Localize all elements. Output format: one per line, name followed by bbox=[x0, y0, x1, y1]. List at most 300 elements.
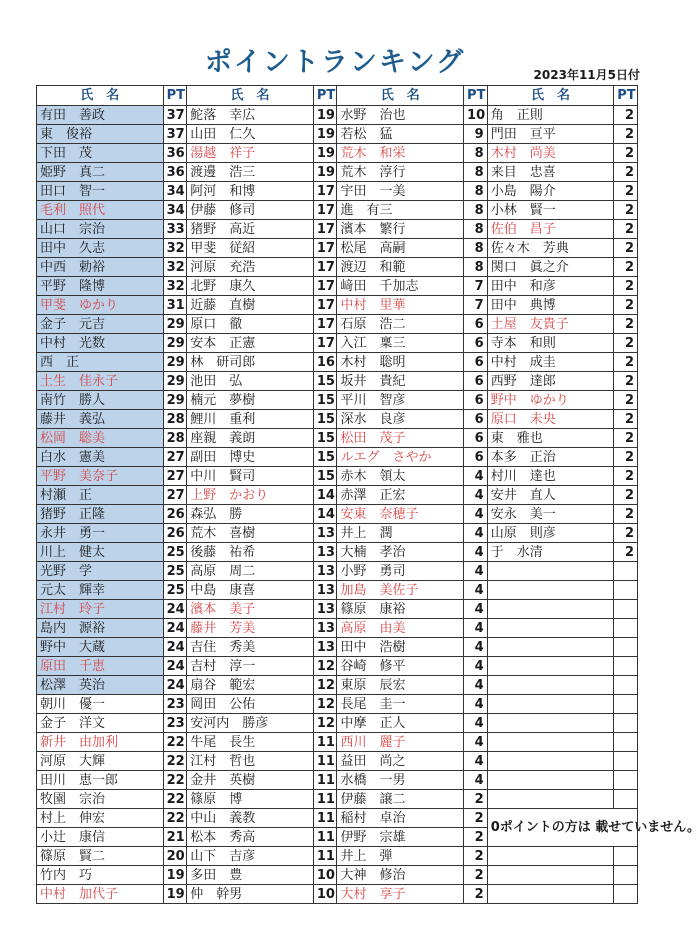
member-points: 2 bbox=[464, 790, 488, 809]
member-name: 西川 麗子 bbox=[337, 733, 464, 752]
member-name: 加島 美佐子 bbox=[337, 581, 464, 600]
member-name: 多田 豊 bbox=[187, 866, 314, 885]
member-name: 金子 元吉 bbox=[37, 315, 164, 334]
member-name: 田口 智一 bbox=[37, 182, 164, 201]
empty-cell bbox=[487, 619, 614, 638]
member-points: 2 bbox=[614, 372, 638, 391]
member-points: 14 bbox=[313, 505, 337, 524]
table-row bbox=[37, 866, 638, 885]
member-name: 有田 善政 bbox=[37, 106, 164, 125]
table-row bbox=[37, 315, 638, 334]
member-points: 17 bbox=[313, 334, 337, 353]
member-points: 2 bbox=[614, 315, 638, 334]
member-points: 13 bbox=[313, 638, 337, 657]
member-name: 大楠 孝治 bbox=[337, 543, 464, 562]
member-points: 17 bbox=[313, 220, 337, 239]
member-points: 17 bbox=[313, 239, 337, 258]
member-points: 4 bbox=[464, 486, 488, 505]
empty-cell bbox=[487, 733, 614, 752]
member-points: 13 bbox=[313, 562, 337, 581]
member-points: 17 bbox=[313, 296, 337, 315]
member-points: 29 bbox=[163, 353, 187, 372]
member-points: 2 bbox=[464, 866, 488, 885]
member-name: 中山 義教 bbox=[187, 809, 314, 828]
empty-cell bbox=[614, 847, 638, 866]
member-points: 7 bbox=[464, 296, 488, 315]
member-points: 14 bbox=[313, 486, 337, 505]
empty-cell bbox=[487, 695, 614, 714]
member-name: 金井 英樹 bbox=[187, 771, 314, 790]
member-name: 伊野 宗雄 bbox=[337, 828, 464, 847]
member-name: 村川 達也 bbox=[487, 467, 614, 486]
member-points: 11 bbox=[313, 752, 337, 771]
member-points: 24 bbox=[163, 657, 187, 676]
member-points: 4 bbox=[464, 752, 488, 771]
member-name: 藤井 芳美 bbox=[187, 619, 314, 638]
member-name: 江村 哲也 bbox=[187, 752, 314, 771]
member-points: 15 bbox=[313, 410, 337, 429]
member-points: 8 bbox=[464, 201, 488, 220]
pt-header: PT bbox=[163, 86, 187, 106]
member-points: 2 bbox=[614, 543, 638, 562]
member-name: 入江 稟三 bbox=[337, 334, 464, 353]
member-points: 13 bbox=[313, 543, 337, 562]
zero-point-note: 0ポイントの方は 載せていません。 bbox=[487, 809, 637, 847]
member-name: 原田 千恵 bbox=[37, 657, 164, 676]
member-points: 13 bbox=[313, 600, 337, 619]
member-name: 伊藤 修司 bbox=[187, 201, 314, 220]
member-name: 水野 治也 bbox=[337, 106, 464, 125]
table-row bbox=[37, 657, 638, 676]
member-points: 7 bbox=[464, 277, 488, 296]
member-points: 2 bbox=[614, 296, 638, 315]
member-points: 15 bbox=[313, 372, 337, 391]
member-name: 中西 勅裕 bbox=[37, 258, 164, 277]
member-name: 中村 成圭 bbox=[487, 353, 614, 372]
member-points: 22 bbox=[163, 752, 187, 771]
member-name: 仲 幹男 bbox=[187, 885, 314, 904]
member-name: ルエグ さやか bbox=[337, 448, 464, 467]
member-name: 牧園 宗治 bbox=[37, 790, 164, 809]
member-name: 石原 浩二 bbox=[337, 315, 464, 334]
member-name: 中摩 正人 bbox=[337, 714, 464, 733]
member-points: 2 bbox=[614, 201, 638, 220]
member-name: 来目 忠喜 bbox=[487, 163, 614, 182]
member-points: 12 bbox=[313, 714, 337, 733]
member-name: 若松 猛 bbox=[337, 125, 464, 144]
member-name: 鮀落 幸広 bbox=[187, 106, 314, 125]
member-points: 15 bbox=[313, 448, 337, 467]
empty-cell bbox=[614, 581, 638, 600]
member-name: 山下 吉彦 bbox=[187, 847, 314, 866]
member-points: 13 bbox=[313, 619, 337, 638]
member-points: 24 bbox=[163, 619, 187, 638]
table-row bbox=[37, 790, 638, 809]
table-row bbox=[37, 201, 638, 220]
table-row bbox=[37, 258, 638, 277]
member-points: 29 bbox=[163, 334, 187, 353]
member-points: 8 bbox=[464, 163, 488, 182]
member-name: 永井 勇一 bbox=[37, 524, 164, 543]
member-name: 篠原 賢二 bbox=[37, 847, 164, 866]
member-name: 東原 辰宏 bbox=[337, 676, 464, 695]
member-points: 15 bbox=[313, 391, 337, 410]
empty-cell bbox=[614, 885, 638, 904]
member-name: 湯越 祥子 bbox=[187, 144, 314, 163]
member-points: 24 bbox=[163, 600, 187, 619]
member-name: 安井 直人 bbox=[487, 486, 614, 505]
member-points: 11 bbox=[313, 790, 337, 809]
member-points: 6 bbox=[464, 353, 488, 372]
member-points: 2 bbox=[614, 182, 638, 201]
member-points: 6 bbox=[464, 391, 488, 410]
member-name: 佐伯 昌子 bbox=[487, 220, 614, 239]
member-name: 土屋 友貴子 bbox=[487, 315, 614, 334]
member-name: 村上 伸宏 bbox=[37, 809, 164, 828]
member-name: 安河内 勝彦 bbox=[187, 714, 314, 733]
member-points: 12 bbox=[313, 676, 337, 695]
table-row bbox=[37, 410, 638, 429]
member-points: 4 bbox=[464, 695, 488, 714]
member-name: 松岡 聡美 bbox=[37, 429, 164, 448]
table-row bbox=[37, 771, 638, 790]
member-name: 長尾 圭一 bbox=[337, 695, 464, 714]
member-points: 25 bbox=[163, 581, 187, 600]
member-points: 25 bbox=[163, 562, 187, 581]
member-name: 林 研司郎 bbox=[187, 353, 314, 372]
member-name: 田中 典博 bbox=[487, 296, 614, 315]
member-name: 佐々木 芳典 bbox=[487, 239, 614, 258]
member-name: 于 水清 bbox=[487, 543, 614, 562]
member-name: 篠原 博 bbox=[187, 790, 314, 809]
member-points: 6 bbox=[464, 429, 488, 448]
member-points: 4 bbox=[464, 505, 488, 524]
member-points: 17 bbox=[313, 201, 337, 220]
empty-cell bbox=[614, 866, 638, 885]
member-points: 2 bbox=[614, 220, 638, 239]
member-points: 2 bbox=[614, 125, 638, 144]
member-name: 金子 洋文 bbox=[37, 714, 164, 733]
member-name: 副田 博史 bbox=[187, 448, 314, 467]
empty-cell bbox=[487, 752, 614, 771]
member-points: 2 bbox=[614, 258, 638, 277]
member-points: 4 bbox=[464, 619, 488, 638]
member-name: 篠原 康裕 bbox=[337, 600, 464, 619]
member-name: 甲斐 従紹 bbox=[187, 239, 314, 258]
table-row bbox=[37, 372, 638, 391]
table-row bbox=[37, 125, 638, 144]
member-name: 下田 茂 bbox=[37, 144, 164, 163]
member-name: 野中 大蔵 bbox=[37, 638, 164, 657]
member-name: 小野 勇司 bbox=[337, 562, 464, 581]
member-name: 木村 尚美 bbox=[487, 144, 614, 163]
table-row bbox=[37, 695, 638, 714]
member-points: 2 bbox=[464, 885, 488, 904]
table-row bbox=[37, 885, 638, 904]
empty-cell bbox=[614, 600, 638, 619]
member-points: 2 bbox=[614, 106, 638, 125]
member-points: 27 bbox=[163, 486, 187, 505]
member-points: 4 bbox=[464, 657, 488, 676]
member-name: 荒木 淳行 bbox=[337, 163, 464, 182]
member-points: 21 bbox=[163, 828, 187, 847]
member-points: 6 bbox=[464, 334, 488, 353]
empty-cell bbox=[614, 562, 638, 581]
table-row bbox=[37, 505, 638, 524]
member-name: 水橋 一男 bbox=[337, 771, 464, 790]
table-row bbox=[37, 163, 638, 182]
table-row bbox=[37, 277, 638, 296]
empty-cell bbox=[487, 847, 614, 866]
member-points: 34 bbox=[163, 182, 187, 201]
member-name: 吉住 秀美 bbox=[187, 638, 314, 657]
member-points: 11 bbox=[313, 733, 337, 752]
member-name: 猪野 正隆 bbox=[37, 505, 164, 524]
member-name: 上野 かおり bbox=[187, 486, 314, 505]
member-points: 17 bbox=[313, 182, 337, 201]
table-row bbox=[37, 391, 638, 410]
member-name: 田川 恵一郎 bbox=[37, 771, 164, 790]
member-points: 15 bbox=[313, 467, 337, 486]
member-points: 32 bbox=[163, 277, 187, 296]
member-name: 元太 輝幸 bbox=[37, 581, 164, 600]
member-points: 4 bbox=[464, 638, 488, 657]
member-points: 22 bbox=[163, 771, 187, 790]
member-name: 中村 加代子 bbox=[37, 885, 164, 904]
member-name: 関口 眞之介 bbox=[487, 258, 614, 277]
member-name: 松尾 高嗣 bbox=[337, 239, 464, 258]
member-name: 中川 賢司 bbox=[187, 467, 314, 486]
member-name: 中島 康喜 bbox=[187, 581, 314, 600]
member-name: 安東 奈穂子 bbox=[337, 505, 464, 524]
member-points: 26 bbox=[163, 524, 187, 543]
member-name: 井上 潤 bbox=[337, 524, 464, 543]
member-points: 24 bbox=[163, 638, 187, 657]
table-row bbox=[37, 847, 638, 866]
table-row bbox=[37, 581, 638, 600]
member-name: 田中 浩樹 bbox=[337, 638, 464, 657]
member-points: 4 bbox=[464, 562, 488, 581]
member-points: 19 bbox=[313, 163, 337, 182]
member-points: 28 bbox=[163, 429, 187, 448]
member-name: 渡辺 和範 bbox=[337, 258, 464, 277]
member-name: 川上 健太 bbox=[37, 543, 164, 562]
member-points: 29 bbox=[163, 372, 187, 391]
member-name: 本多 正治 bbox=[487, 448, 614, 467]
member-points: 6 bbox=[464, 448, 488, 467]
member-name: 原口 未央 bbox=[487, 410, 614, 429]
member-name: 中村 里華 bbox=[337, 296, 464, 315]
member-points: 37 bbox=[163, 106, 187, 125]
empty-cell bbox=[614, 752, 638, 771]
member-name: 甲斐 ゆかり bbox=[37, 296, 164, 315]
pt-header: PT bbox=[313, 86, 337, 106]
member-points: 2 bbox=[614, 239, 638, 258]
member-points: 4 bbox=[464, 733, 488, 752]
member-name: 東 俊裕 bbox=[37, 125, 164, 144]
empty-cell bbox=[614, 714, 638, 733]
member-points: 19 bbox=[163, 885, 187, 904]
member-name: 白水 憲美 bbox=[37, 448, 164, 467]
name-header: 氏 名 bbox=[337, 86, 464, 106]
table-row bbox=[37, 448, 638, 467]
member-name: 岡田 公佑 bbox=[187, 695, 314, 714]
pt-header: PT bbox=[464, 86, 488, 106]
member-name: 坂井 貴紀 bbox=[337, 372, 464, 391]
empty-cell bbox=[614, 619, 638, 638]
member-points: 19 bbox=[313, 144, 337, 163]
empty-cell bbox=[614, 771, 638, 790]
member-points: 17 bbox=[313, 258, 337, 277]
empty-cell bbox=[487, 714, 614, 733]
name-header: 氏 名 bbox=[187, 86, 314, 106]
member-name: 田中 和彦 bbox=[487, 277, 614, 296]
table-row bbox=[37, 106, 638, 125]
pt-header: PT bbox=[614, 86, 638, 106]
header-row bbox=[37, 86, 638, 106]
member-points: 13 bbox=[313, 524, 337, 543]
member-points: 2 bbox=[614, 505, 638, 524]
member-points: 2 bbox=[614, 163, 638, 182]
member-name: 安本 正憲 bbox=[187, 334, 314, 353]
table-row bbox=[37, 239, 638, 258]
member-name: 座親 義朗 bbox=[187, 429, 314, 448]
member-name: 平川 智彦 bbox=[337, 391, 464, 410]
member-points: 34 bbox=[163, 201, 187, 220]
member-name: 宇田 一美 bbox=[337, 182, 464, 201]
member-points: 17 bbox=[313, 315, 337, 334]
member-points: 36 bbox=[163, 163, 187, 182]
member-name: 江村 玲子 bbox=[37, 600, 164, 619]
member-name: 西 正 bbox=[37, 353, 164, 372]
member-name: 朝川 優一 bbox=[37, 695, 164, 714]
member-points: 4 bbox=[464, 600, 488, 619]
member-points: 24 bbox=[163, 676, 187, 695]
member-name: 阿河 和博 bbox=[187, 182, 314, 201]
member-name: 小辻 康信 bbox=[37, 828, 164, 847]
member-name: 南竹 勝人 bbox=[37, 391, 164, 410]
member-name: 伊藤 譲二 bbox=[337, 790, 464, 809]
member-name: 門田 亘平 bbox=[487, 125, 614, 144]
member-name: 鯉川 重利 bbox=[187, 410, 314, 429]
member-name: 濱本 美子 bbox=[187, 600, 314, 619]
table-row bbox=[37, 182, 638, 201]
member-name: 吉村 淳一 bbox=[187, 657, 314, 676]
member-name: 高原 周二 bbox=[187, 562, 314, 581]
member-points: 6 bbox=[464, 315, 488, 334]
name-header: 氏 名 bbox=[37, 86, 164, 106]
table-row bbox=[37, 353, 638, 372]
table-row bbox=[37, 752, 638, 771]
member-name: 濱本 繁行 bbox=[337, 220, 464, 239]
table-row bbox=[37, 220, 638, 239]
empty-cell bbox=[487, 581, 614, 600]
empty-cell bbox=[487, 676, 614, 695]
member-points: 2 bbox=[614, 144, 638, 163]
member-name: 角 正則 bbox=[487, 106, 614, 125]
member-points: 11 bbox=[313, 771, 337, 790]
member-points: 2 bbox=[614, 486, 638, 505]
member-name: 赤澤 正宏 bbox=[337, 486, 464, 505]
empty-cell bbox=[614, 657, 638, 676]
member-points: 11 bbox=[313, 828, 337, 847]
member-points: 19 bbox=[313, 106, 337, 125]
member-points: 22 bbox=[163, 809, 187, 828]
member-points: 4 bbox=[464, 524, 488, 543]
member-points: 2 bbox=[614, 429, 638, 448]
member-name: 土生 佳永子 bbox=[37, 372, 164, 391]
member-name: 稲村 卓治 bbox=[337, 809, 464, 828]
member-points: 2 bbox=[464, 828, 488, 847]
member-name: 藤井 義弘 bbox=[37, 410, 164, 429]
empty-cell bbox=[487, 638, 614, 657]
member-name: 赤木 領太 bbox=[337, 467, 464, 486]
member-name: 山原 則彦 bbox=[487, 524, 614, 543]
member-name: 河原 大輝 bbox=[37, 752, 164, 771]
table-row bbox=[37, 714, 638, 733]
member-name: 村瀬 正 bbox=[37, 486, 164, 505]
member-points: 16 bbox=[313, 353, 337, 372]
member-points: 2 bbox=[614, 353, 638, 372]
member-points: 27 bbox=[163, 448, 187, 467]
member-name: 﨑田 千加志 bbox=[337, 277, 464, 296]
member-name: 新井 由加利 bbox=[37, 733, 164, 752]
member-name: 西野 達郎 bbox=[487, 372, 614, 391]
member-name: 毛利 照代 bbox=[37, 201, 164, 220]
member-name: 光野 学 bbox=[37, 562, 164, 581]
member-points: 25 bbox=[163, 543, 187, 562]
member-points: 23 bbox=[163, 695, 187, 714]
member-points: 10 bbox=[313, 885, 337, 904]
member-points: 27 bbox=[163, 467, 187, 486]
member-points: 26 bbox=[163, 505, 187, 524]
member-name: 牛尾 長生 bbox=[187, 733, 314, 752]
member-name: 谷崎 修平 bbox=[337, 657, 464, 676]
member-name: 竹内 巧 bbox=[37, 866, 164, 885]
member-points: 4 bbox=[464, 676, 488, 695]
member-name: 高原 由美 bbox=[337, 619, 464, 638]
member-name: 森弘 勝 bbox=[187, 505, 314, 524]
table-row bbox=[37, 562, 638, 581]
member-points: 28 bbox=[163, 410, 187, 429]
member-name: 扇谷 範宏 bbox=[187, 676, 314, 695]
member-points: 20 bbox=[163, 847, 187, 866]
member-name: 松田 茂子 bbox=[337, 429, 464, 448]
member-points: 9 bbox=[464, 125, 488, 144]
member-points: 4 bbox=[464, 581, 488, 600]
ranking-date: 2023年11月5日付 bbox=[533, 68, 640, 82]
member-name: 平野 美奈子 bbox=[37, 467, 164, 486]
table-row bbox=[37, 429, 638, 448]
member-name: 後藤 祐希 bbox=[187, 543, 314, 562]
table-row bbox=[37, 638, 638, 657]
name-header: 氏 名 bbox=[487, 86, 614, 106]
table-row bbox=[37, 467, 638, 486]
empty-cell bbox=[614, 638, 638, 657]
member-points: 29 bbox=[163, 391, 187, 410]
empty-cell bbox=[614, 733, 638, 752]
member-name: 荒木 喜樹 bbox=[187, 524, 314, 543]
member-points: 32 bbox=[163, 258, 187, 277]
member-name: 田中 久志 bbox=[37, 239, 164, 258]
member-points: 12 bbox=[313, 657, 337, 676]
member-name: 大神 修治 bbox=[337, 866, 464, 885]
member-points: 11 bbox=[313, 809, 337, 828]
member-points: 33 bbox=[163, 220, 187, 239]
member-name: 北野 康久 bbox=[187, 277, 314, 296]
member-points: 6 bbox=[464, 410, 488, 429]
member-points: 10 bbox=[464, 106, 488, 125]
